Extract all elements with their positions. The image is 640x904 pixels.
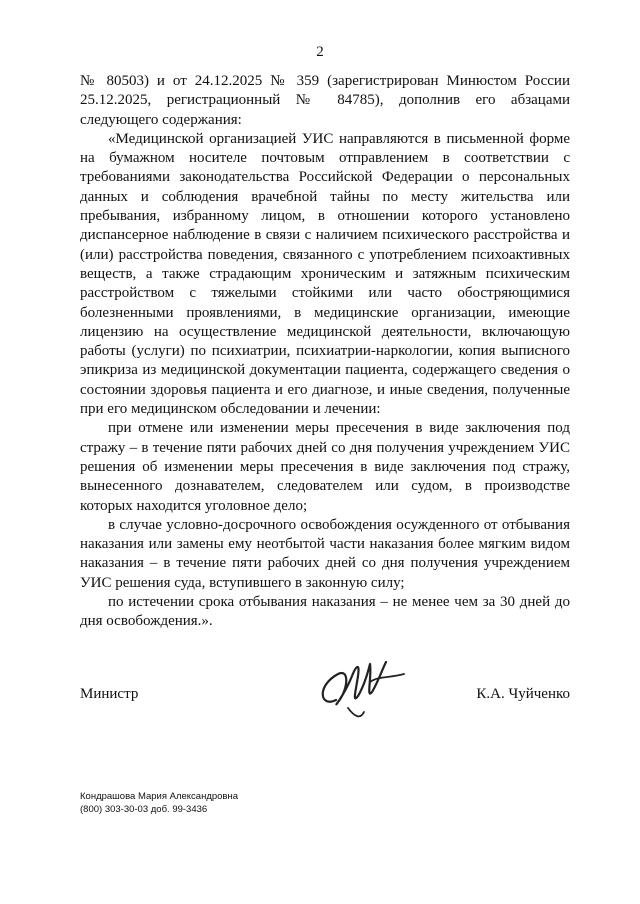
contact-name: Кондрашова Мария Александровна [80, 791, 239, 802]
paragraph-intro: № 80503) и от 24.12.2025 № 359 (зарегистрирован Минюстом России 25.12.2025, регистрационный № 84785), дополнив его абзацами следующего содержания: [80, 73, 570, 128]
paragraph-medical-organization: «Медицинской организацией УИС направляются в письменной форме на бумажном носителе почтовым отправлением в соответствии с требованиями законодательства Российской Федерации о персональных данных и соблюдения врачебной тайны по месту жительства или пребывания, избранному лицом, в отношении которого установлено диспансерное наблюдение в связи с наличием психического расстройства и (или) расстройства поведения, связанного с употреблением психоактивных веществ, а также страдающим хроническим и затяжным психическим расстройством с тяжелыми стойкими или часто обостряющимися болезненными проявлениями, в медицинские организации, имеющие лицензию на осуществление медицинской деятельности, включающую работы (услуги) по психиатрии, психиатрии-наркологии, копия выписного эпикриза из медицинской документации пациента, содержащего сведения о состоянии здоровья пациента и его диагнозе, и иные сведения, полученные при его медицинском обследовании и лечении: [80, 130, 570, 418]
signature-block [80, 686, 570, 716]
paragraph-parole: в случае условно-досрочного освобождения осужденного от отбывания наказания или замены ему неотбытой части наказания более мягким видом наказания – в течение пяти рабочих дней со дня получения учреждением УИС решения суда, вступившего в законную силу; [80, 516, 570, 591]
signatory-title: Министр [80, 686, 139, 702]
paragraph-term-expiry: по истечении срока отбывания наказания – не менее чем за 30 дней до дня освобождения.». [80, 594, 570, 630]
signatory-name: К.А. Чуйченко [476, 686, 570, 702]
contact-phone: (800) 303-30-03 доб. 99-3436 [80, 804, 208, 815]
document-body [80, 72, 570, 632]
contact-info [80, 790, 238, 816]
paragraph-detention-change: при отмене или изменении меры пресечения в виде заключения под стражу – в течение пяти рабочих дней со дня получения учреждением УИС решения об изменении меры пресечения в виде заключения под стражу, вынесенного дознавателем, следователем или судом, в производстве которых находится уголовное дело; [80, 420, 570, 514]
handwritten-signature [308, 646, 408, 726]
page-number: 2 [316, 44, 324, 60]
